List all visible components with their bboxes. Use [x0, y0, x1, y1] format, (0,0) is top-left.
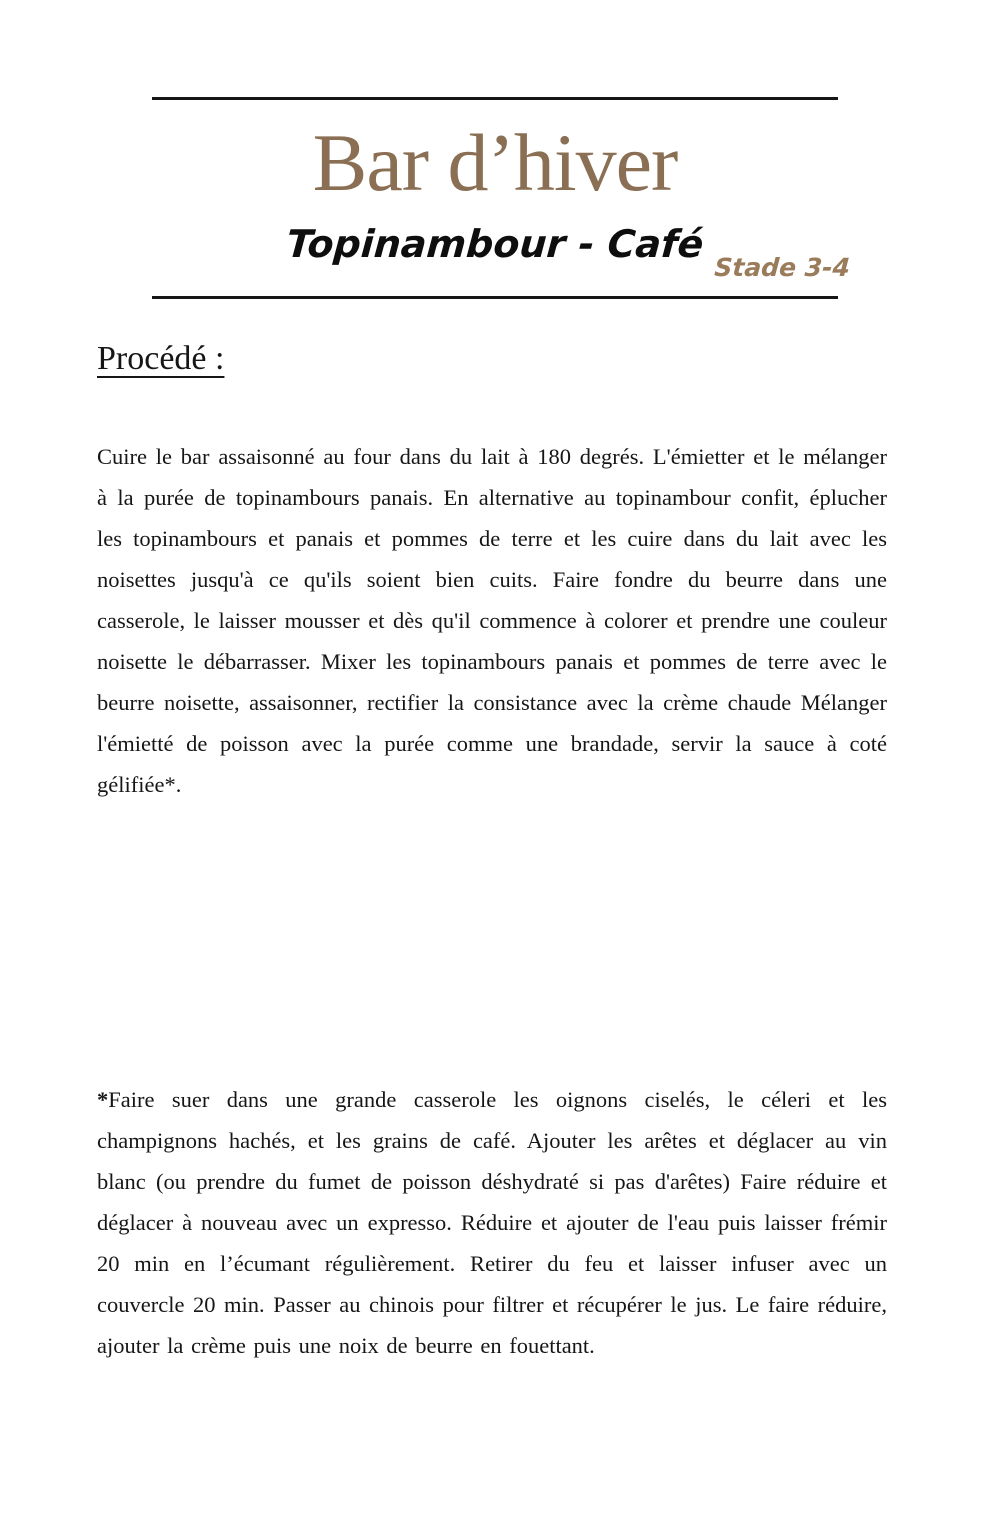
recipe-subtitle: Topinambour - Café	[285, 222, 706, 266]
recipe-title: Bar d’hiver	[312, 117, 678, 208]
procedure-paragraph: Cuire le bar assaisonné au four dans du lait à 180 degrés. L'émietter et le mélanger à la purée de topinambours panais. En alternative au topinambour confit, éplucher les topinambours et panais et pommes de terre et les cuire dans du lait avec les noisettes jusqu'à ce qu'ils soient bien cuits. Faire fondre du beurre dans une casserole, le laisser mousser et dès qu'il commence à colorer et prendre une couleur noisette le débarrasser. Mixer les topinambours panais et pommes de terre avec le beurre noisette, assaisonner, rectifier la consistance avec la crème chaude Mélanger l'émietté de poisson avec la purée comme une brandade, servir la sauce à coté gélifiée*.	[97, 444, 887, 797]
top-rule	[152, 97, 838, 100]
footnote-marker: *	[97, 1087, 109, 1112]
procede-heading: Procédé :	[97, 340, 225, 377]
stage-label: Stade 3-4	[713, 253, 852, 282]
footnote-text: Faire suer dans une grande casserole les oignons ciselés, le céleri et les champignons hachés, et les grains de café. Ajouter les arêtes et déglacer au vin blanc (ou prendre du fumet de poisson déshydraté si pas d'arêtes) Faire réduire et déglacer à nouveau avec un expresso. Réduire et ajouter de l'eau puis laisser frémir 20 min en l’écumant régulièrement. Retirer du feu et laisser infuser avec un couvercle 20 min. Passer au chinois pour filtrer et récupérer le jus. Le faire réduire, ajouter la crème puis une noix de beurre en fouettant.	[97, 1087, 887, 1358]
bottom-rule	[152, 296, 838, 299]
footnote-paragraph	[97, 1079, 887, 1366]
